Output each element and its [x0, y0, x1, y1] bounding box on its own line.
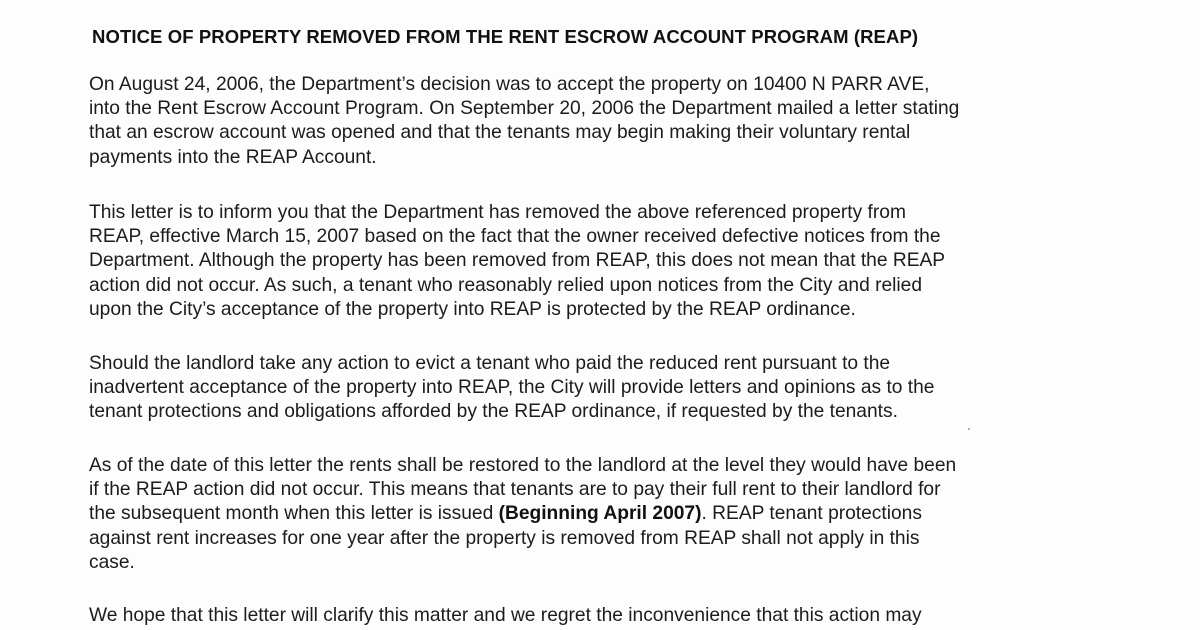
- text-line: action did not occur. As such, a tenant who reasonably relied upon notices from the City and relied: [89, 274, 923, 296]
- paragraph-rent-restoration: [89, 454, 956, 575]
- paragraph-acceptance: [89, 73, 959, 170]
- text-segment: . REAP tenant protections: [701, 503, 922, 525]
- text-line: tenant protections and obligations afforded by the REAP ordinance, if requested by the tenants.: [89, 401, 898, 423]
- text-line: Department. Although the property has been removed from REAP, this does not mean that the REAP: [89, 250, 946, 272]
- paragraph-eviction: [89, 352, 934, 425]
- text-line: case.: [89, 551, 135, 573]
- text-line: Should the landlord take any action to evict a tenant who paid the reduced rent pursuant to the: [89, 353, 891, 374]
- text-line: inadvertent acceptance of the property into REAP, the City will provide letters and opinions as to the: [89, 377, 935, 399]
- text-line: against rent increases for one year after the property is removed from REAP shall not apply in this: [89, 527, 920, 549]
- text-segment: the subsequent month when this letter is issued: [89, 503, 499, 525]
- text-line: if the REAP action did not occur. This means that tenants are to pay their full rent to their landlord for: [89, 479, 941, 501]
- text-line: that an escrow account was opened and that the tenants may begin making their voluntary rental: [89, 122, 911, 144]
- text-line: As of the date of this letter the rents shall be restored to the landlord at the level they would have been: [89, 455, 957, 476]
- paragraph-closing: [89, 604, 922, 628]
- paragraph-removal: [89, 201, 945, 322]
- letter-title: NOTICE OF PROPERTY REMOVED FROM THE RENT ESCROW ACCOUNT PROGRAM (REAP): [92, 26, 919, 47]
- text-line: We hope that this letter will clarify this matter and we regret the inconvenience that this action may: [89, 605, 922, 626]
- text-line: On August 24, 2006, the Department’s decision was to accept the property on 10400 N PARR AVE,: [89, 74, 930, 95]
- text-line: upon the City’s acceptance of the property into REAP is protected by the REAP ordinance.: [89, 298, 856, 320]
- text-line: payments into the REAP Account.: [89, 146, 377, 168]
- scan-speck: [968, 428, 970, 430]
- text-line: into the Rent Escrow Account Program. On September 20, 2006 the Department mailed a letter stating: [89, 98, 960, 120]
- text-line: This letter is to inform you that the Department has removed the above referenced property from: [89, 202, 906, 223]
- effective-date-emphasis: (Beginning April 2007): [498, 503, 702, 525]
- text-line-with-emphasis: [89, 502, 956, 526]
- text-line: REAP, effective March 15, 2007 based on the fact that the owner received defective notices from the: [89, 226, 941, 248]
